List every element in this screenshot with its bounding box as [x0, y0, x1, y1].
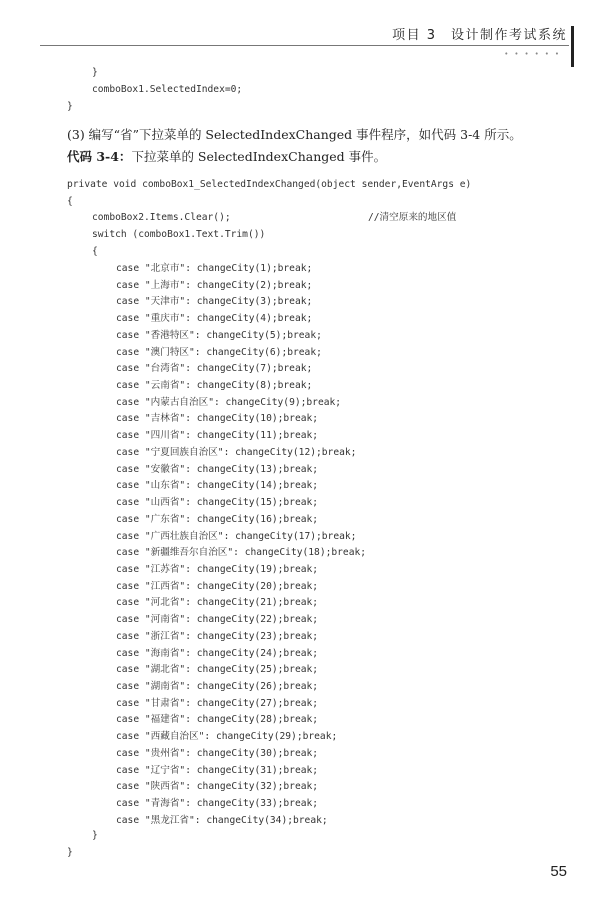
case-line: case "内蒙古自治区": changeCity(9);break;	[116, 396, 342, 408]
switch-line: switch (comboBox1.Text.Trim())	[92, 229, 266, 240]
code-caption	[67, 147, 386, 165]
code-line: }	[92, 67, 98, 78]
case-line: case "上海市": changeCity(2);break;	[116, 279, 313, 291]
code-caption-text: 下拉菜单的 SelectedIndexChanged 事件。	[131, 149, 387, 164]
case-line: case "浙江省": changeCity(23);break;	[116, 630, 319, 642]
case-line: case "新疆维吾尔自治区": changeCity(18);break;	[116, 547, 367, 559]
switch-close-brace: }	[92, 830, 98, 841]
page-number: 55	[550, 863, 567, 880]
case-line: case "澳门特区": changeCity(6);break;	[116, 346, 322, 358]
code-line: }	[67, 101, 73, 112]
running-header	[0, 20, 605, 60]
case-line: case "辽宁省": changeCity(31);break;	[116, 764, 319, 776]
code-caption-label: 代码 3-4：	[67, 149, 132, 164]
case-line: case "天津市": changeCity(3);break;	[116, 296, 313, 308]
case-line: case "吉林省": changeCity(10);break;	[116, 413, 319, 425]
case-line: case "安徽省": changeCity(13);break;	[116, 463, 319, 475]
case-line: case "西藏自治区": changeCity(29);break;	[116, 731, 338, 743]
case-line: case "云南省": changeCity(8);break;	[116, 380, 313, 392]
case-line: case "台湾省": changeCity(7);break;	[116, 363, 313, 375]
case-line: case "湖北省": changeCity(25);break;	[116, 664, 319, 676]
case-line: case "福建省": changeCity(28);break;	[116, 714, 319, 726]
header-rule	[40, 45, 569, 46]
case-line: case "广西壮族自治区": changeCity(17);break;	[116, 530, 357, 542]
case-line: case "北京市": changeCity(1);break;	[116, 263, 313, 274]
case-line: case "香港特区": changeCity(5);break;	[116, 329, 322, 341]
case-line: case "甘肃省": changeCity(27);break;	[116, 697, 319, 709]
close-brace: }	[67, 847, 73, 858]
case-line: case "宁夏回族自治区": changeCity(12);break;	[116, 446, 357, 458]
case-line: case "山西省": changeCity(15);break;	[116, 497, 319, 509]
case-line: case "河北省": changeCity(21);break;	[116, 597, 319, 609]
intro-paragraph: (3) 编写“省”下拉菜单的 SelectedIndexChanged 事件程序，如代码 3-4 所示。	[67, 127, 522, 142]
clear-comment: //清空原来的地区值	[368, 212, 457, 223]
case-line: case "山东省": changeCity(14);break;	[116, 480, 319, 492]
case-line: case "江西省": changeCity(20);break;	[116, 580, 319, 592]
code-line: comboBox1.SelectedIndex=0;	[92, 84, 243, 95]
switch-open-brace: {	[92, 246, 98, 257]
open-brace: {	[67, 196, 73, 207]
method-signature: private void comboBox1_SelectedIndexChanged(object sender,EventArgs e)	[67, 179, 472, 190]
running-header-title: 项目 3 设计制作考试系统	[392, 28, 567, 43]
case-line: case "河南省": changeCity(22);break;	[116, 614, 319, 626]
clear-items-line: comboBox2.Items.Clear();	[92, 212, 231, 223]
case-line: case "黑龙江省": changeCity(34);break;	[116, 814, 328, 826]
case-line: case "广东省": changeCity(16);break;	[116, 513, 319, 525]
case-line: case "海南省": changeCity(24);break;	[116, 647, 319, 659]
header-dots: ••••••	[504, 50, 565, 58]
case-line: case "江苏省": changeCity(19);break;	[116, 563, 319, 575]
case-line: case "陕西省": changeCity(32);break;	[116, 781, 319, 793]
case-line: case "四川省": changeCity(11);break;	[116, 430, 319, 442]
case-line: case "湖南省": changeCity(26);break;	[116, 681, 319, 692]
case-line: case "重庆市": changeCity(4);break;	[116, 313, 313, 325]
case-line: case "青海省": changeCity(33);break;	[116, 798, 319, 810]
header-bar	[571, 26, 574, 67]
case-line: case "贵州省": changeCity(30);break;	[116, 747, 319, 759]
